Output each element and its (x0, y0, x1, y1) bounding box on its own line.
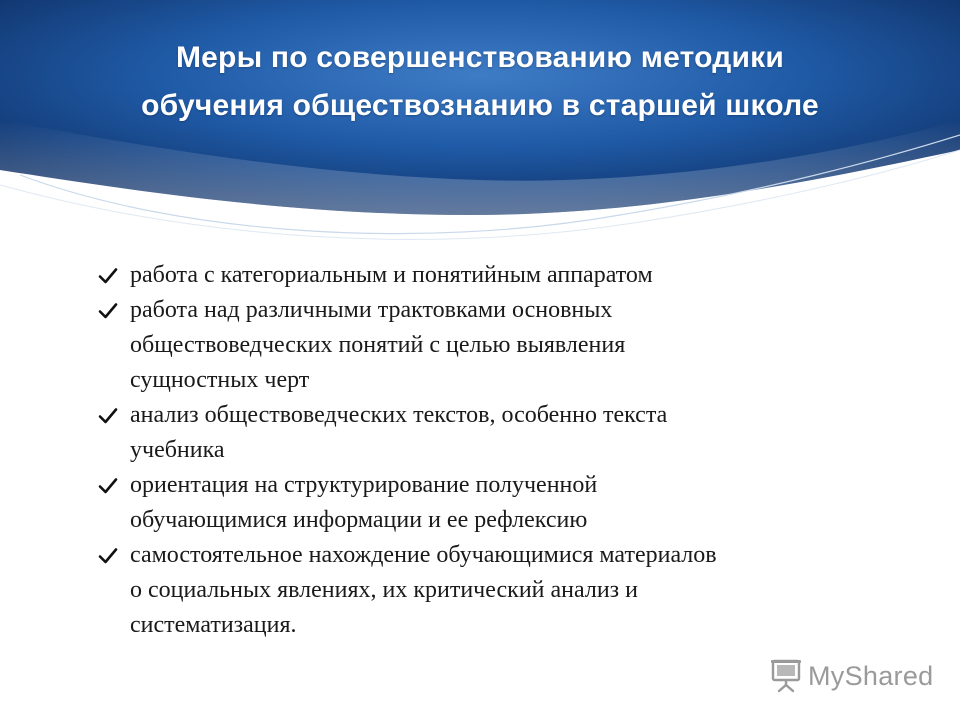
watermark-text: MyShared (808, 660, 934, 691)
title-line: обучения обществознанию в старшей школе (141, 89, 819, 122)
bullet-text: работа над различными трактовками основных (130, 297, 613, 323)
bullet-item (92, 398, 932, 468)
check-icon (98, 406, 118, 426)
bullet-item (92, 538, 932, 643)
bullet-text: ориентация на структурирование полученной (130, 472, 598, 498)
bullet-text: о социальных явлениях, их критический анализ и (130, 577, 639, 603)
bullet-text: работа с категориальным и понятийным аппаратом (130, 262, 653, 288)
title-line: Меры по совершенствованию методики (175, 41, 785, 74)
check-icon (98, 476, 118, 496)
bullet-text: обществоведческих понятий с целью выявления (130, 332, 626, 358)
bullet-item (92, 258, 932, 293)
check-icon (98, 546, 118, 566)
bullet-text: анализ обществоведческих текстов, особенно текста (130, 402, 668, 428)
check-icon (98, 266, 118, 286)
bullet-text: систематизация. (130, 612, 297, 638)
bullet-text: самостоятельное нахождение обучающимися материалов (130, 542, 717, 568)
bullet-item (92, 468, 932, 538)
bullet-text: сущностных черт (130, 367, 310, 393)
bullet-text: учебника (130, 437, 225, 463)
watermark-logo (768, 656, 933, 696)
slide-title (40, 34, 920, 130)
bullet-text: обучающимися информации и ее рефлексию (130, 507, 588, 533)
bullet-list (92, 258, 932, 643)
bullet-item (92, 293, 932, 398)
check-icon (98, 301, 118, 321)
projector-screen-icon (768, 658, 804, 694)
